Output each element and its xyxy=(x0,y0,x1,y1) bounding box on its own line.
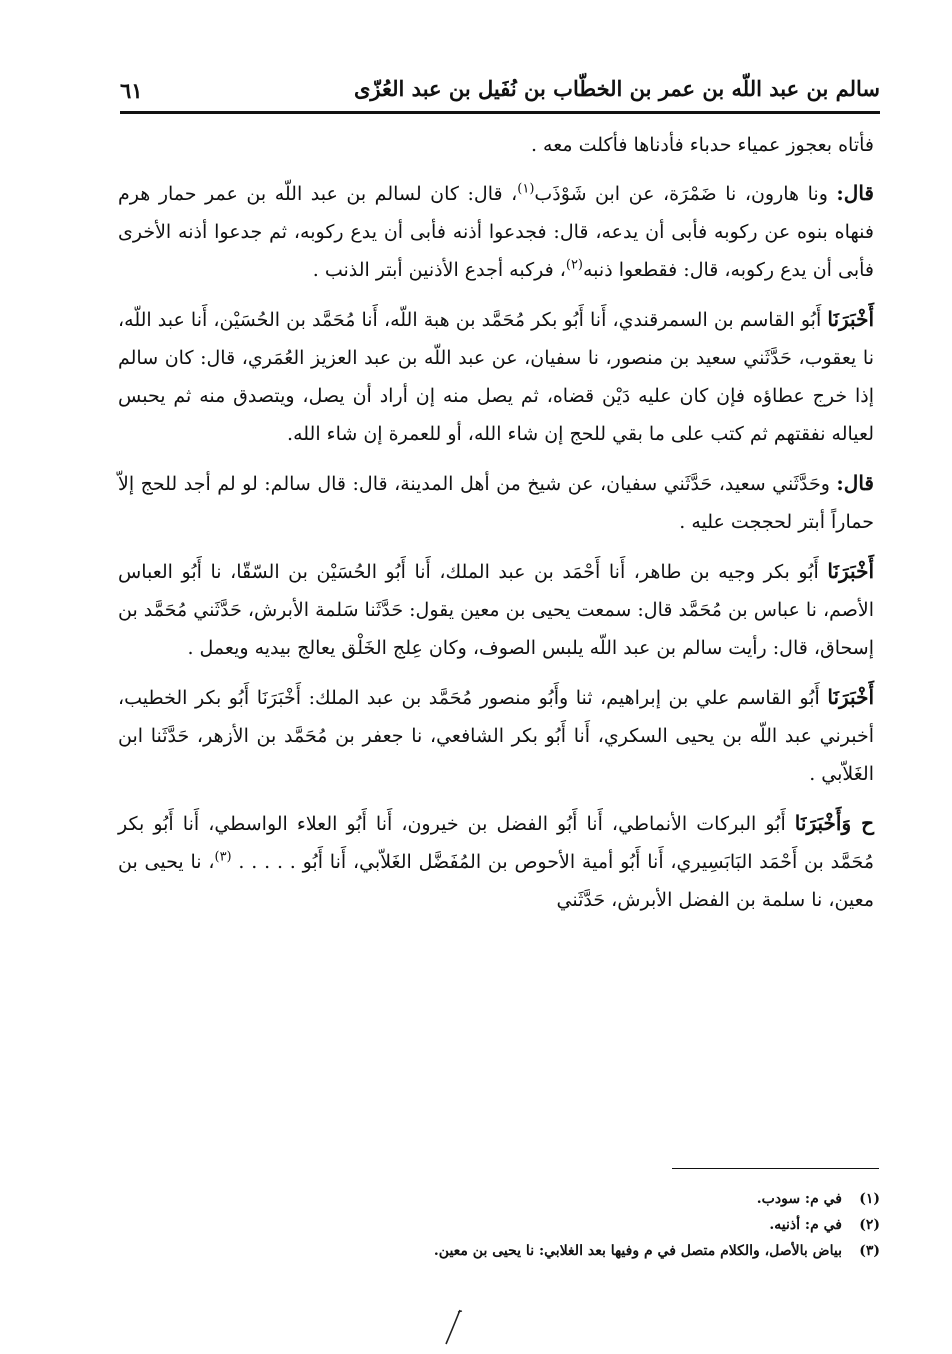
footnote-number: (١) xyxy=(859,1191,880,1207)
footnote-text: في م: سودب. xyxy=(756,1191,842,1207)
footnotes xyxy=(300,1186,880,1264)
paragraph-4 xyxy=(118,464,874,541)
footnote-text: في م: أذنيه. xyxy=(769,1217,842,1233)
paragraph-6 xyxy=(118,678,874,793)
footnote-number: (٣) xyxy=(859,1243,880,1259)
paragraph-lead: ح وَأَخْبَرَنَا xyxy=(794,811,875,835)
footnote-2 xyxy=(300,1212,880,1238)
pen-mark xyxy=(438,1308,468,1348)
running-header xyxy=(120,74,880,108)
footnote-ref-3: (٣) xyxy=(214,849,232,865)
footnote-ref-2: (٢) xyxy=(565,257,583,273)
paragraph-text: أَبُو البركات الأنماطي، أَنا أَبُو الفضل بن خيرون، أَنا أَبُو العلاء الواسطي، أَنا أَبُو بكر مُحَمَّد بن أَحْمَد البَابَسِيري، أَنا أَبُو أمية الأحوص بن المُفَضَّل الغَلاّبي، أَنا أَبُو . . . . . xyxy=(118,813,874,873)
paragraph-2 xyxy=(118,174,874,289)
paragraph-text: ونا هارون، نا ضَمْرَة، عن ابن شَوْذَب xyxy=(534,183,837,205)
footnote-3 xyxy=(300,1238,880,1264)
main-text xyxy=(118,126,874,930)
paragraph-lead: أَخْبَرَنَا xyxy=(827,685,874,709)
paragraph-1 xyxy=(118,126,874,164)
paragraph-lead: قال: xyxy=(836,471,874,495)
paragraph-3 xyxy=(118,300,874,453)
header-rule xyxy=(120,111,880,114)
running-title: سالم بن عبد اللّه بن عمر بن الخطّاب بن نُفَيل بن عبد العُزّى xyxy=(353,76,880,101)
paragraph-5 xyxy=(118,552,874,667)
paragraph-7 xyxy=(118,804,874,919)
paragraph-text: ، فركبه أجدع الأذنين أبتر الذنب . xyxy=(312,259,566,281)
paragraph-text: ، نا يحيى بن معين، نا سلمة بن الفضل الأبرش، حَدَّثَني xyxy=(118,851,874,911)
paragraph-text: ، قال: كان لسالم بن عبد اللّه بن عمر حمار هرم فنهاه بنوه عن ركوبه فأبى أن يدعه، قال: فجدعوا أذنه فأبى أن يدع ركوبه، ثم جدعوا أذنه الأخرى فأبى أن يدع ركوبه، قال: فقطعوا ذنبه xyxy=(118,183,874,281)
paragraph-text: فأتاه بعجوز عمياء حدباء فأدناها فأكلت معه . xyxy=(530,134,874,156)
paragraph-lead: أَخْبَرَنَا xyxy=(827,559,874,583)
footnote-rule xyxy=(672,1168,879,1169)
paragraph-text: أَبُو القاسم علي بن إبراهيم، ثنا وأَبُو منصور مُحَمَّد بن عبد الملك: أَخْبَرَنَا أَبُو بكر الخطيب، أخبرني عبد اللّه بن يحيى السكري، أَنا أَبُو بكر الشافعي، نا جعفر بن مُحَمَّد بن الأزهر، حَدَّثَنا ابن الغَلاّبي . xyxy=(118,687,874,785)
footnote-number: (٢) xyxy=(859,1217,880,1233)
paragraph-text: أَبُو القاسم بن السمرقندي، أَنا أَبُو بكر مُحَمَّد بن هبة اللّه، أَنا مُحَمَّد بن الحُسَيْن، أَنا عبد اللّه، نا يعقوب، حَدَّثَني سعيد بن منصور، نا سفيان، عن عبد اللّه بن عبد العزيز العُمَري، قال: كان سالم إذا خرج عطاؤه فإن كان عليه دَيْن قضاه، ثم يصل منه إن أراد أن يصل، ويتصدق منه ثم يحبس لعياله نفقتهم ثم كتب على ما بقي للحج إن شاء الله، أو للعمرة إن شاء الله. xyxy=(118,309,874,445)
footnote-1 xyxy=(300,1186,880,1212)
paragraph-lead: قال: xyxy=(836,181,874,205)
paragraph-lead: أَخْبَرَنَا xyxy=(827,307,874,331)
paragraph-text: أَبُو بكر وجيه بن طاهر، أَنا أَحْمَد بن عبد الملك، أَنا أَبُو الحُسَيْن بن السّقّا، نا أَبُو العباس الأصم، نا عباس بن مُحَمَّد قال: سمعت يحيى بن معين يقول: حَدَّثَنا سَلمة الأبرش، حَدَّثَني مُحَمَّد بن إسحاق، قال: رأيت سالم بن عبد اللّه يلبس الصوف، وكان عِلج الخَلْق يعالج بيديه ويعمل . xyxy=(118,561,874,659)
footnote-ref-1: (١) xyxy=(517,181,535,197)
page-number: ٦١ xyxy=(120,78,143,103)
footnote-text: بياض بالأصل، والكلام متصل في م وفيها بعد الغلابي: نا يحيى بن معين. xyxy=(433,1243,842,1259)
paragraph-text: وحَدَّثَني سعيد، حَدَّثَني سفيان، عن شيخ من أهل المدينة، قال: قال سالم: لو لم أجد للحج إلاّ حماراً أبتر لحججت عليه . xyxy=(118,473,874,533)
